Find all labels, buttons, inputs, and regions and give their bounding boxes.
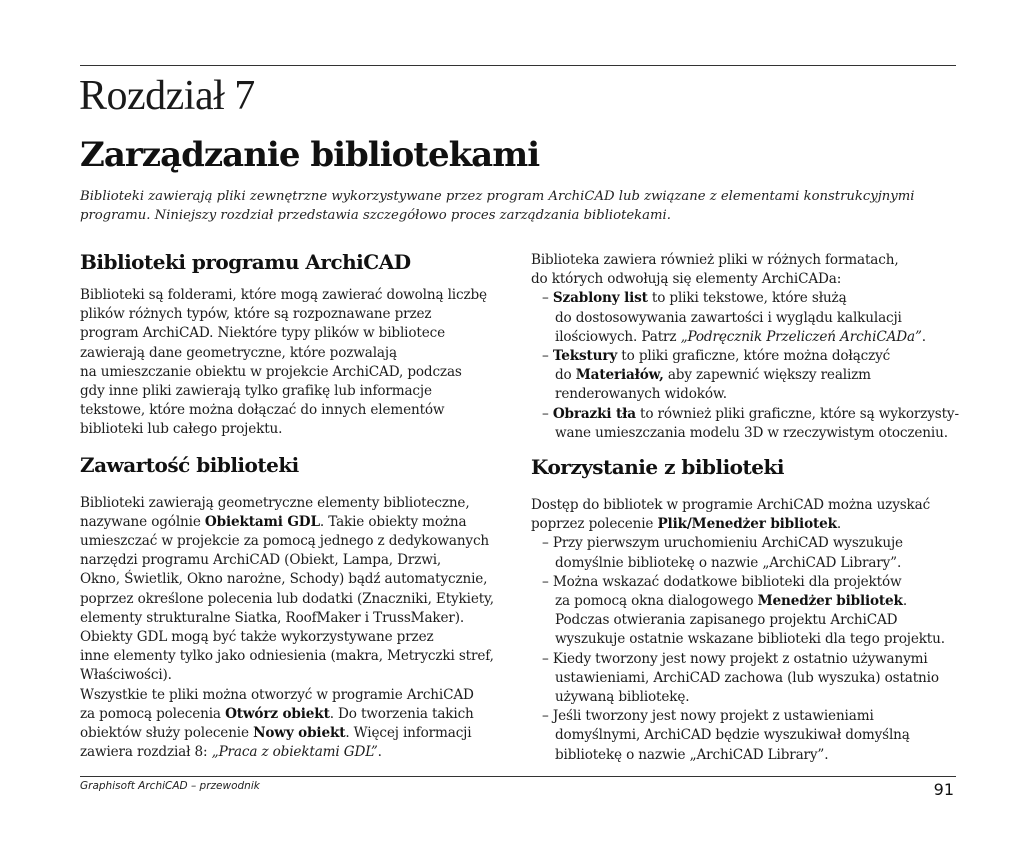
left-column <box>80 248 510 762</box>
chapter-intro <box>80 187 956 225</box>
using-libraries-text <box>531 496 971 765</box>
bottom-rule <box>80 776 956 777</box>
text-line: Podczas otwierania zapisanego projektu ArchiCAD <box>555 612 898 629</box>
text-line: program ArchiCAD. Niektóre typy plików w bibliotece <box>80 325 445 342</box>
archicad-libraries-text <box>80 286 510 440</box>
text-line: narzędzi programu ArchiCAD (Obiekt, Lampa, Drzwi, <box>80 552 442 569</box>
footer-text: Graphisoft ArchiCAD – przewodnik <box>80 780 260 792</box>
text-line: Obiekty GDL mogą być także wykorzystywane przez <box>80 629 434 646</box>
text-line: Właściwości). <box>80 667 172 684</box>
text-line: nazywane ogólnie Obiektami GDL. Takie obiekty można <box>80 513 467 530</box>
page-number: 91 <box>933 780 954 799</box>
bullet-item: – Kiedy tworzony jest nowy projekt z ostatnio używanymi <box>542 650 928 667</box>
text-line: do Materiałów, aby zapewnić większy realizm <box>555 367 871 384</box>
text-line: zawierają dane geometryczne, które pozwalają <box>80 344 397 361</box>
text-line: Dostęp do bibliotek w programie ArchiCAD można uzyskać <box>531 497 931 514</box>
text-line: poprzez określone polecenia lub dodatki (Znaczniki, Etykiety, <box>80 590 494 607</box>
bullet-item: – Jeśli tworzony jest nowy projekt z ustawieniami <box>542 708 874 725</box>
text-line: za pomocą polecenia Otwórz obiekt. Do tworzenia takich <box>80 705 474 722</box>
chapter-title: Zarządzanie bibliotekami <box>80 135 540 175</box>
library-contents-text <box>80 494 510 763</box>
text-line: obiektów służy polecenie Nowy obiekt. Więcej informacji <box>80 725 472 742</box>
command-new-object: Nowy obiekt <box>253 725 346 742</box>
bullet-item: – Obrazki tła to również pliki graficzne, które są wykorzysty- <box>542 405 959 422</box>
text-line: elementy strukturalne Siatka, RoofMaker i TrussMaker). <box>80 609 465 626</box>
term-background-images: Obrazki tła <box>552 405 636 422</box>
command-open-object: Otwórz obiekt <box>225 705 330 722</box>
text-line: poprzez polecenie Plik/Menedżer bibliotek. <box>531 516 842 533</box>
command-library-manager: Plik/Menedżer bibliotek <box>657 516 837 533</box>
chapter-label: Rozdział 7 <box>79 73 255 119</box>
text-line: tekstowe, które można dołączać do innych elementów <box>80 402 445 419</box>
text-line: renderowanych widoków. <box>555 386 727 403</box>
chapter-reference: „Praca z obiektami GDL” <box>211 744 378 761</box>
text-line: na umieszczanie obiektu w projekcie ArchiCAD, podczas <box>80 363 462 380</box>
text-line: domyślnymi, ArchiCAD będzie wyszukiwał domyślną <box>555 727 910 744</box>
text-line: do dostosowywania zawartości i wyglądu kalkulacji <box>555 309 902 326</box>
text-line: za pomocą okna dialogowego Menedżer bibliotek. <box>555 593 907 610</box>
term-gdl-objects: Obiektami GDL <box>204 513 320 530</box>
bullet-item: – Tekstury to pliki graficzne, które można dołączyć <box>542 348 891 365</box>
text-line: Wszystkie te pliki można otworzyć w programie ArchiCAD <box>80 686 474 703</box>
section-heading-library-contents: Zawartość biblioteki <box>80 452 299 477</box>
text-line: Biblioteki zawierają geometryczne elementy biblioteczne, <box>80 494 470 511</box>
section-heading-archicad-libraries: Biblioteki programu ArchiCAD <box>80 250 411 274</box>
term-textures: Tekstury <box>552 348 618 365</box>
text-line: zawiera rozdział 8: „Praca z obiektami GDL”. <box>80 744 382 761</box>
right-column <box>531 251 971 765</box>
section-heading-using-libraries: Korzystanie z biblioteki <box>531 455 784 480</box>
text-line: ustawieniami, ArchiCAD zachowa (lub wyszuka) ostatnio <box>555 669 939 686</box>
text-line: Okno, Świetlik, Okno narożne, Schody) bądź automatycznie, <box>80 571 488 588</box>
intro-line: Biblioteki zawierają pliki zewnętrzne wykorzystywane przez program ArchiCAD lub związane z elementami konstrukcyjnymi <box>80 189 915 204</box>
text-line: Biblioteki są folderami, które mogą zawierać dowolną liczbę <box>80 287 487 303</box>
bullet-item: – Można wskazać dodatkowe biblioteki dla projektów <box>542 573 902 590</box>
text-line: umieszczać w projekcie za pomocą jednego z dedykowanych <box>80 533 490 550</box>
text-line: wane umieszczania modelu 3D w rzeczywistym otoczeniu. <box>555 424 948 441</box>
text-line: ilościowych. Patrz „Podręcznik Przeliczeń ArchiCADa”. <box>555 328 926 345</box>
other-files-text <box>531 251 971 443</box>
term-list-templates: Szablony list <box>552 290 648 307</box>
bullet-item: – Przy pierwszym uruchomieniu ArchiCAD wyszukuje <box>542 535 903 552</box>
dialog-library-manager: Menedżer bibliotek <box>757 593 903 610</box>
intro-line: programu. Niniejszy rozdział przedstawia szczegółowo proces zarządzania bibliotekami. <box>80 208 671 223</box>
text-line: wyszukuje ostatnie wskazane biblioteki dla tego projektu. <box>555 631 945 648</box>
text-line: plików różnych typów, które są rozpoznawane przez <box>80 306 432 323</box>
text-line: gdy inne pliki zawierają tylko grafikę lub informacje <box>80 383 432 400</box>
text-line: używaną bibliotekę. <box>555 689 690 706</box>
text-line: biblioteki lub całego projektu. <box>80 421 283 438</box>
text-line: bibliotekę o nazwie „ArchiCAD Library”. <box>555 746 829 763</box>
text-line: inne elementy tylko jako odniesienia (makra, Metryczki stref, <box>80 648 494 665</box>
text-line: domyślnie bibliotekę o nazwie „ArchiCAD Library”. <box>555 554 902 571</box>
manual-reference: „Podręcznik Przeliczeń ArchiCADa” <box>680 328 922 345</box>
top-rule <box>80 65 956 66</box>
text-line: do których odwołują się elementy ArchiCADa: <box>531 271 842 288</box>
text-line: Biblioteka zawiera również pliki w różnych formatach, <box>531 252 899 268</box>
bullet-item: – Szablony list to pliki tekstowe, które służą <box>542 290 847 307</box>
term-materials: Materiałów, <box>575 367 664 384</box>
